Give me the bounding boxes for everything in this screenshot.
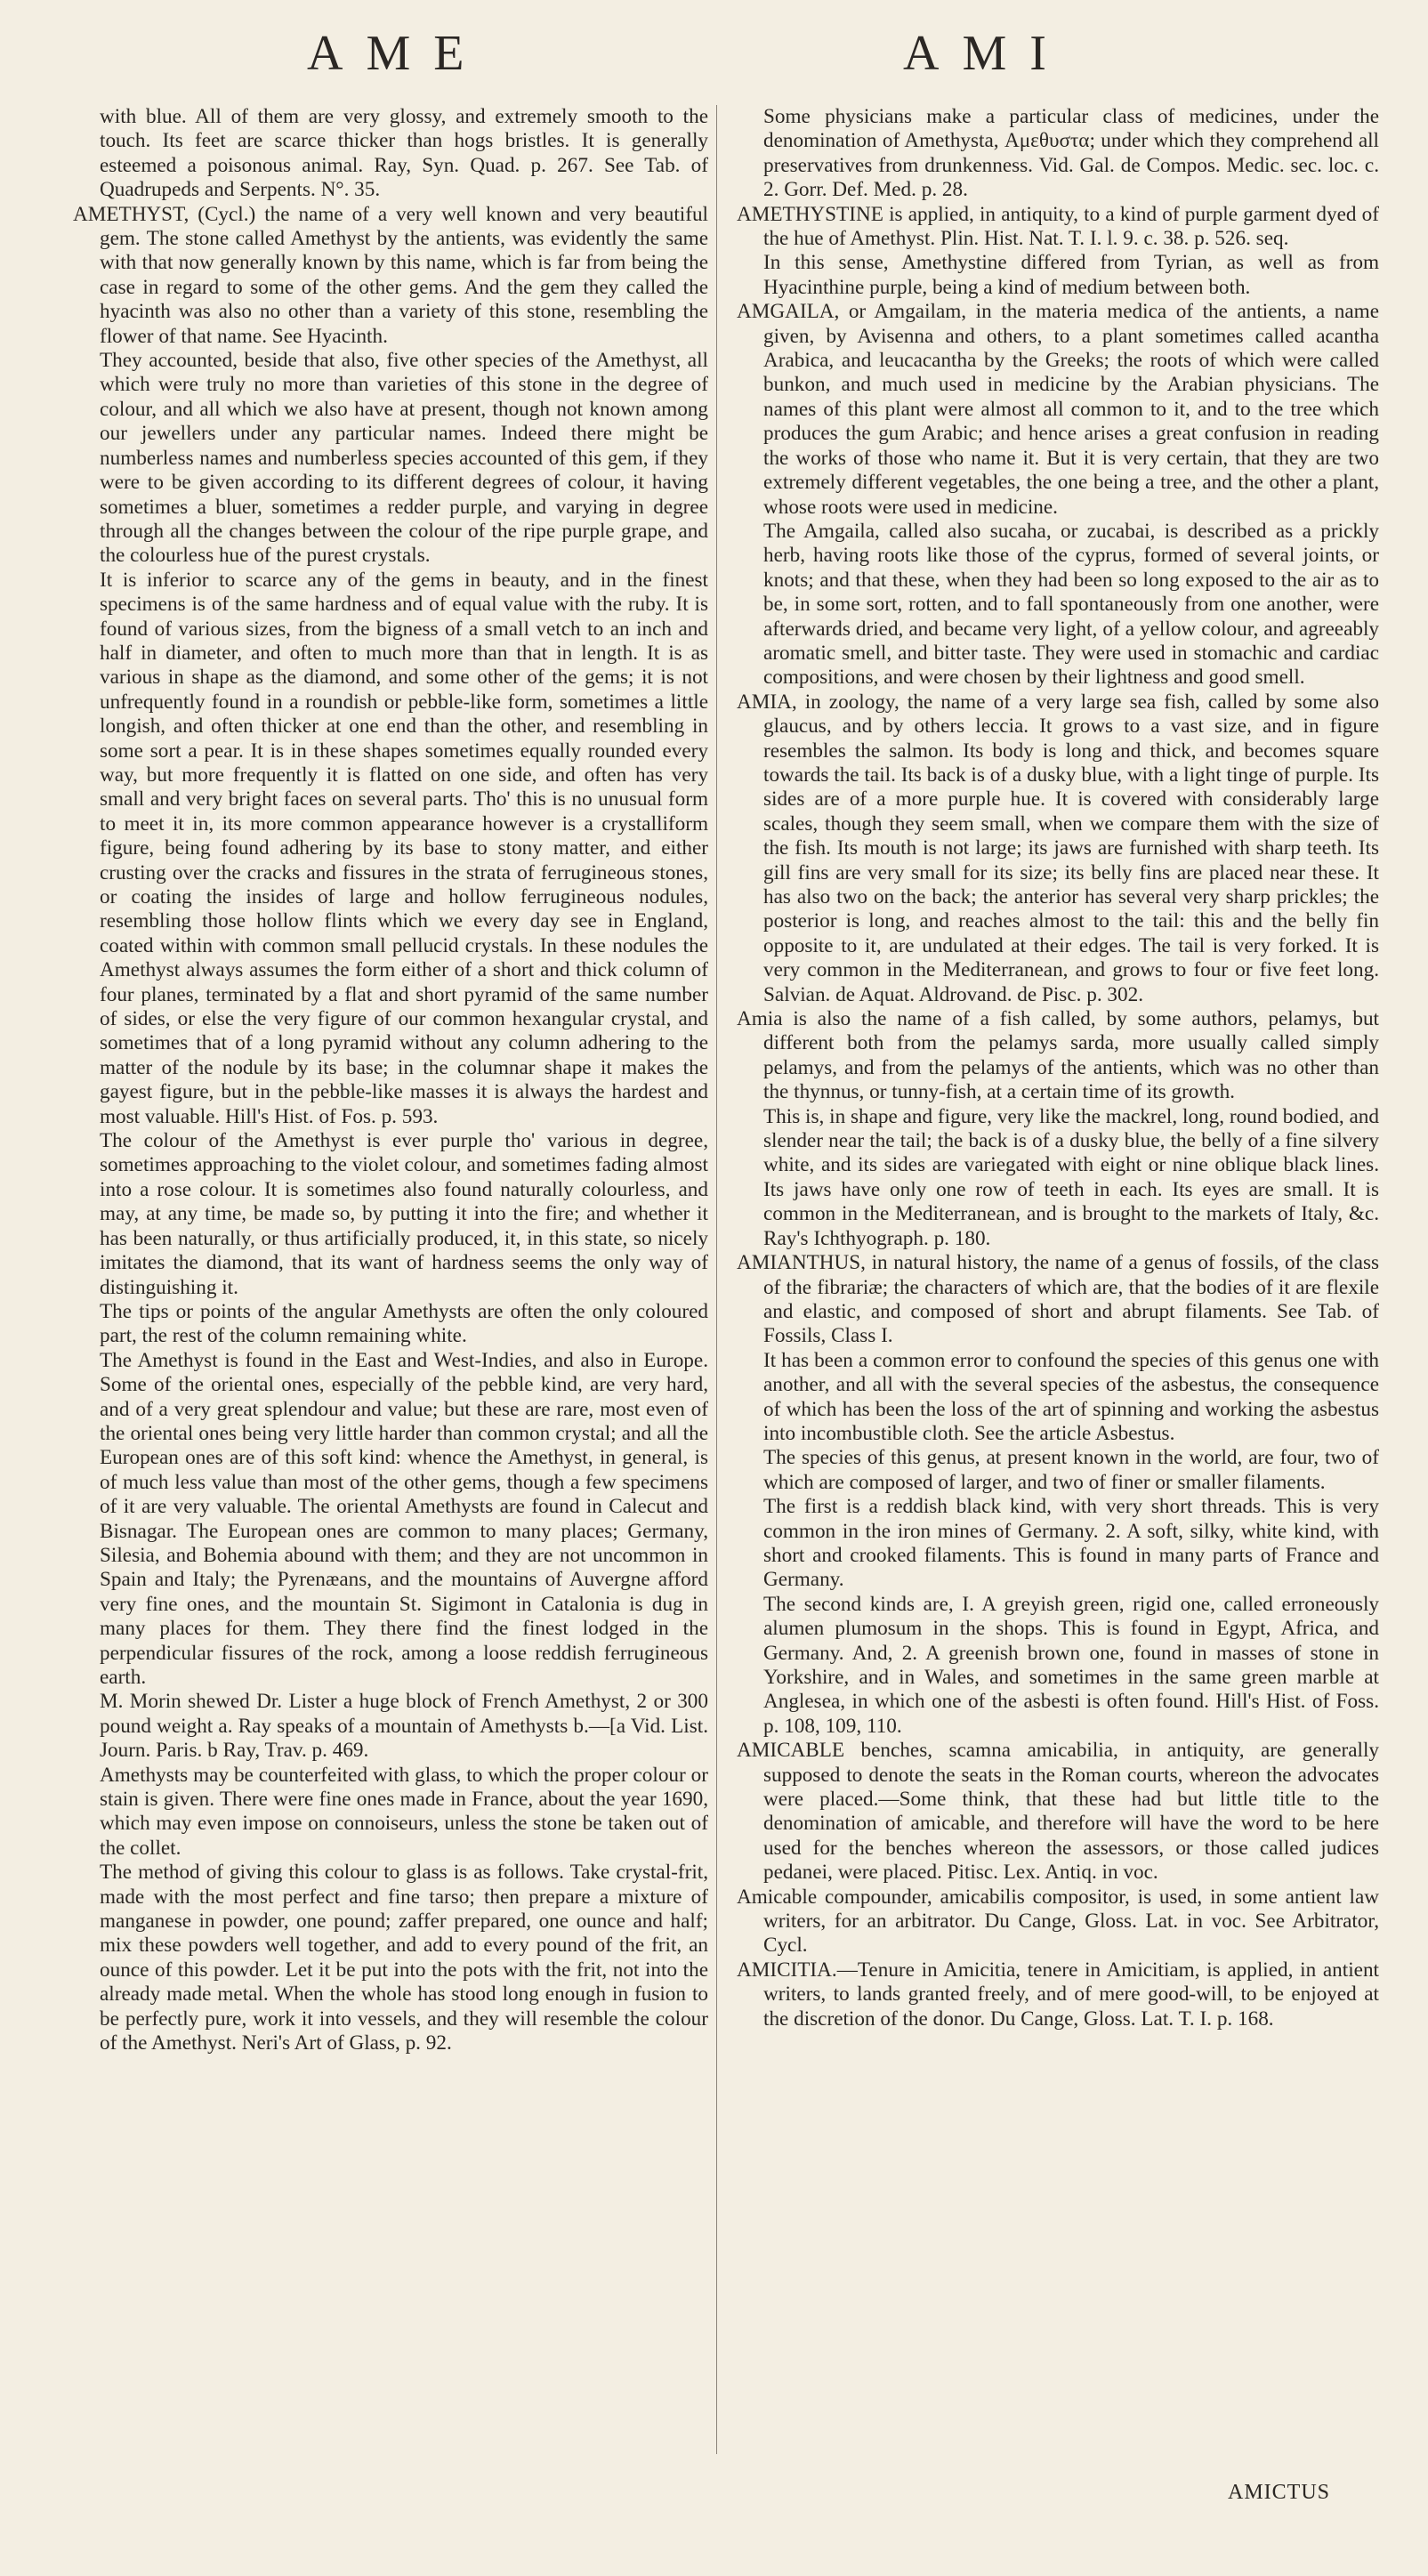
entry-paragraph: It is inferior to scarce any of the gems in beauty, and in the finest specimens is of the same hardness and of equal value with the ruby. It is found of various sizes, from the bigness of a small vetch to an inch and half in diameter, and often to much more than that in length. It is as various in shape as the diamond, and some other of the gems; it is not unfrequently found in a roundish or pebble-like form, sometimes a little longish, and often thicker at one end than the other, and resembling in some sort a pear. It is in these shapes sometimes equally rounded every way, but more frequently it is flatted on one side, and often has very small and very bright faces on several parts. Tho' this is no unusual form to meet it in, its more common appearance however is a crystalliform figure, being found adhering by its base to stony matter, and either crusting over the cracks and fissures in the strata of ferrugineous stones, or coating the insides of large and hollow ferrugineous nodules, resembling those hollow flints which we every day see in England, coated within with common small pellucid crystals. In these nodules the Amethyst always assumes the form either of a short and thick column of four planes, terminated by a flat and short pyramid of the same number of sides, or else the very figure of our common hexangular crystal, and sometimes that of a long pyramid without any column adhering to the matter of the nodule by its base; in the columnar shape it makes the gayest figure, but in the pebble-like masses it is always the hardest and most valuable. Hill's Hist. of Fos. p. 593. [100,568,708,1128]
entry-paragraph: Amia is also the name of a fish called, by some authors, pelamys, but different both from the pelamys sarda, more usually called simply pelamys, and from the pelamys of the antients, which was no other than the thynnus, or tunny-fish, at a certain time of its growth. [737,1007,1379,1104]
entry-paragraph: AMIANTHUS, in natural history, the name of a genus of fossils, of the class of the fibrariæ; the characters of which are, that the bodies of it are flexile and elastic, and composed of short and abrupt filaments. See Tab. of Fossils, Class I. [737,1251,1379,1348]
column-divider [716,105,717,2454]
entry-paragraph: M. Morin shewed Dr. Lister a huge block of French Amethyst, 2 or 300 pound weight a. Ray speaks of a mountain of Amethysts b.—[a Vid. List. Journ. Paris. b Ray, Trav. p. 469. [100,1690,708,1763]
entry-paragraph: AMICITIA.—Tenure in Amicitia, tenere in Amicitiam, is applied, in antient writers, to lands granted freely, and of mere good-will, to be enjoyed at the discretion of the donor. Du Cange, Gloss. Lat. T. I. p. 168. [737,1958,1379,2031]
entry-paragraph: The species of this genus, at present known in the world, are four, two of which are composed of larger, and two of finer or smaller filaments. [763,1446,1379,1494]
entry-paragraph: The first is a reddish black kind, with very short threads. This is very common in the iron mines of Germany. 2. A soft, silky, white kind, with short and crooked filaments. This is found in many parts of France and Germany. [763,1495,1379,1592]
running-head-right: AMI [903,26,1069,81]
entry-paragraph: Amicable compounder, amicabilis compositor, is used, in some antient law writers, for an arbitrator. Du Cange, Gloss. Lat. in voc. See Arbitrator, Cycl. [737,1885,1379,1958]
entry-paragraph: AMGAILA, or Amgailam, in the materia medica of the antients, a name given, by Avisenna and others, to a plant sometimes called acantha Arabica, and leucacantha by the Greeks; the roots of which were called bunkon, and much used in medicine by the Arabian physicians. The names of this plant were almost all common to it, and to the tree which produces the gum Arabic; and hence arises a great confusion in reading the works of those who name it. But it is very certain, that they are two extremely different vegetables, the one being a tree, and the other a plant, whose roots were used in medicine. [737,300,1379,519]
entry-paragraph: The Amethyst is found in the East and West-Indies, and also in Europe. Some of the oriental ones, especially of the pebble kind, are very hard, and of a very great splendour and value; but these are rare, most even of the oriental ones being very little harder than common crystal; and all the European ones are of this soft kind: whence the Amethyst, in general, is of much less value than most of the other gems, though a few specimens of it are very valuable. The oriental Amethysts are found in Calecut and Bisnagar. The European ones are common to many places; Germany, Silesia, and Bohemia abound with them; and they are not uncommon in Spain and Italy; the Pyrenæans, and the mountains of Auvergne afford very fine ones, and the mountain St. Sigimont in Catalonia is dug in many places for them. They there find the finest lodged in the perpendicular fissures of the rock, among a loose reddish ferrugineous earth. [100,1348,708,1689]
entry-paragraph: Amethysts may be counterfeited with glass, to which the proper colour or stain is given. There were fine ones made in France, about the year 1690, which may even impose on connoiseurs, unless the stone be taken out of the collet. [100,1763,708,1860]
entry-paragraph: This is, in shape and figure, very like the mackrel, long, round bodied, and slender near the tail; the back is of a dusky blue, the belly of a fine silvery white, and its sides are variegated with eight or nine oblique black lines. Its jaws have only one row of teeth in each. Its eyes are small. It is common in the Mediterranean, and is brought to the markets of Italy, &c. Ray's Ichthyograph. p. 180. [763,1104,1379,1250]
left-column [73,105,708,2056]
entry-paragraph: The Amgaila, called also sucaha, or zucabai, is described as a prickly herb, having roots like those of the cyprus, formed of several joints, or knots; and that these, when they had been so long exposed to the air as to be, in some sort, rotten, and to fall spontaneously from one another, were afterwards dried, and became very light, of a yellow colour, and agreeably aromatic smell, and bitter taste. They were used in stomachic and cardiac compositions, and were chosen by their lightness and good smell. [763,519,1379,690]
entry-paragraph: AMIA, in zoology, the name of a very large sea fish, called by some also glaucus, and by others leccia. It grows to a vast size, and in figure resembles the salmon. Its body is long and thick, and becomes square towards the tail. Its back is of a dusky blue, with a light tinge of purple. Its sides are of a more purple hue. It is covered with considerably large scales, though they seem small, when we compare them with the size of the fish. Its mouth is not large; its jaws are furnished with sharp teeth. Its gill fins are very small for its size; its belly fins are placed near these. It has also two on the back; the anterior has several very sharp prickles; the posterior is long, and reaches almost to the tail: this and the belly fin opposite to it, are undulated at their edges. The tail is very forked. It is very common in the Mediterranean, and grows to four or five feet long. Salvian. de Aquat. Aldrovand. de Pisc. p. 302. [737,690,1379,1006]
entry-paragraph: It has been a common error to confound the species of this genus one with another, and all with the several species of the asbestus, the consequence of which has been the loss of the art of spinning and working the asbestus into incombustible cloth. See the article Asbestus. [763,1348,1379,1445]
page-header [0,25,1428,87]
entry-paragraph: The tips or points of the angular Amethysts are often the only coloured part, the rest of the column remaining white. [100,1299,708,1348]
entry-paragraph: They accounted, beside that also, five other species of the Amethyst, all which were truly no more than varieties of this stone in the degree of colour, and all which we also have at present, though not known among our jewellers under any particular names. Indeed there might be numberless names and numberless species accounted of this gem, if they were to be given according to its different degrees of colour, it having sometimes a bluer, sometimes a redder purple, and varying in degree through all the changes between the colour of the ripe purple grape, and the colourless hue of the purest crystals. [100,349,708,568]
entry-paragraph: with blue. All of them are very glossy, and extremely smooth to the touch. Its feet are scarce thicker than hogs bristles. It is generally esteemed a poisonous animal. Ray, Syn. Quad. p. 267. See Tab. of Quadrupeds and Serpents. N°. 35. [100,105,708,202]
right-column [737,105,1379,2031]
entry-paragraph: The second kinds are, I. A greyish green, rigid one, called erroneously alumen plumosum in the shops. This is found in Egypt, Africa, and Germany. And, 2. A greenish brown one, found in masses of stone in Yorkshire, and in Wales, and sometimes in the same green marble at Anglesea, in which one of the asbesti is often found. Hill's Hist. of Foss. p. 108, 109, 110. [763,1592,1379,1738]
entry-paragraph: The method of giving this colour to glass is as follows. Take crystal-frit, made with the most perfect and fine tarso; then prepare a mixture of manganese in powder, one pound; zaffer prepared, one ounce and half; mix these powders well together, and add to every pound of the frit, an ounce of this powder. Let it be put into the pots with the frit, not into the already made metal. When the whole has stood long enough in fusion to be perfectly pure, work it into vessels, and they will resemble the colour of the Amethyst. Neri's Art of Glass, p. 92. [100,1861,708,2055]
entry-paragraph: Some physicians make a particular class of medicines, under the denomination of Amethysta, Αμεθυστα; under which they comprehend all preservatives from drunkenness. Vid. Gal. de Compos. Medic. sec. loc. c. 2. Gorr. Def. Med. p. 28. [763,105,1379,202]
entry-paragraph: AMETHYSTINE is applied, in antiquity, to a kind of purple garment dyed of the hue of Amethyst. Plin. Hist. Nat. T. I. l. 9. c. 38. p. 526. seq. [737,202,1379,251]
entry-paragraph: In this sense, Amethystine differed from Tyrian, as well as from Hyacinthine purple, being a kind of medium between both. [763,251,1379,299]
entry-paragraph: AMICABLE benches, scamna amicabilia, in antiquity, are generally supposed to denote the seats in the Roman courts, whereon the advocates were placed.—Some think, that these had but little title to the denomination of amicable, and therefore will have the word to be here used for the benches whereon the assessors, or those called judices pedanei, were placed. Pitisc. Lex. Antiq. in voc. [737,1739,1379,1885]
entry-paragraph: The colour of the Amethyst is ever purple tho' various in degree, sometimes approaching to the violet colour, and sometimes fading almost into a rose colour. It is sometimes also found naturally colourless, and may, at any time, be made so, by putting it into the fire; and whether it has been naturally, or thus artificially produced, it, in this state, so nicely imitates the diamond, that its want of hardness seems the only way of distinguishing it. [100,1129,708,1299]
running-head-left: AME [307,26,488,81]
entry-paragraph: AMETHYST, (Cycl.) the name of a very well known and very beautiful gem. The stone called Amethyst by the antients, was evidently the same with that now generally known by this name, which is far from being the case in regard to some of the other gems. And the gem they called the hyacinth was also no other than a variety of this stone, resembling the flower of that name. See Hyacinth. [73,202,708,348]
catchword: AMICTUS [1228,2481,1331,2504]
